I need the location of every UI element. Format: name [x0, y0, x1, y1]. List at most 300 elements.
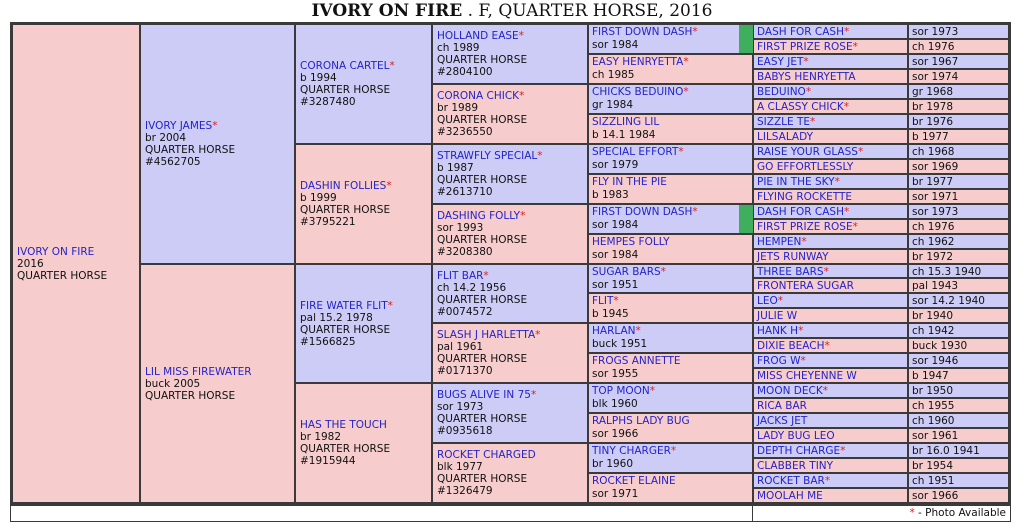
gen5-name[interactable]: SUGAR BARS	[592, 266, 661, 278]
gen6-horse	[753, 293, 908, 308]
gen6-info: br 16.0 1941	[908, 443, 1009, 458]
gen5-horse	[588, 383, 753, 413]
gen6-info: ch 15.3 1940	[908, 264, 1009, 278]
gen6-info: br 1972	[908, 249, 1009, 264]
gen6-info: pal 1943	[908, 278, 1009, 293]
gen6-name-link[interactable]	[757, 146, 904, 159]
gen6-info: br 1950	[908, 383, 1009, 398]
gen5-info: sor 1984	[592, 219, 639, 231]
gen6-info: b 1977	[908, 129, 1009, 144]
gen5-horse	[588, 174, 753, 204]
gen6-horse	[753, 488, 908, 503]
photo-legend	[909, 507, 1006, 520]
gen6-info: gr 1968	[908, 84, 1009, 99]
gen6-photo-star-icon: *	[823, 266, 829, 278]
gen6-name-link[interactable]	[757, 101, 904, 114]
pedigree-table	[10, 22, 1011, 505]
gen5-horse	[588, 234, 753, 264]
gen6-photo-star-icon: *	[843, 101, 849, 113]
gen3-horse	[295, 144, 432, 264]
gen6-name[interactable]: BEDUINO	[757, 86, 806, 98]
gen6-horse	[753, 308, 908, 323]
gen5-info: b 1945	[592, 308, 629, 320]
gen4-name[interactable]: BUGS ALIVE IN 75	[437, 389, 531, 401]
duplicate-marker	[739, 205, 753, 233]
gen6-name[interactable]: DIXIE BEACH	[757, 340, 825, 352]
gen5-name-link[interactable]	[592, 236, 749, 249]
gen2-name-link[interactable]	[145, 366, 290, 378]
gen4-name-link[interactable]	[437, 30, 583, 42]
gen6-name-link[interactable]	[757, 191, 904, 204]
gen4-line2: QUARTER HORSE	[437, 174, 528, 186]
gen6-name[interactable]: JACKS JET	[757, 415, 808, 427]
gen6-info: ch 1976	[908, 219, 1009, 234]
gen5-info: b 1983	[592, 189, 629, 201]
gen6-name[interactable]: PIE IN THE SKY	[757, 176, 835, 188]
gen3-horse	[295, 24, 432, 144]
gen5-name-link[interactable]	[592, 355, 749, 368]
gen5-name[interactable]: EASY HENRYETTA	[592, 56, 684, 68]
gen4-line3: #2613710	[437, 186, 493, 198]
gen5-horse	[588, 24, 753, 54]
gen5-photo-star-icon: *	[678, 146, 684, 158]
gen6-horse	[753, 99, 908, 114]
gen2-name-link[interactable]	[145, 120, 290, 132]
gen5-name[interactable]: CHICKS BEDUINO	[592, 86, 684, 98]
gen6-name[interactable]: A CLASSY CHICK	[757, 101, 844, 113]
gen3-line1: pal 15.2 1978	[300, 311, 373, 324]
gen5-name[interactable]: SPECIAL EFFORT	[592, 146, 679, 158]
gen6-name-link[interactable]	[757, 310, 904, 323]
gen6-name-link[interactable]	[757, 206, 904, 219]
gen6-horse	[753, 428, 908, 443]
gen6-name[interactable]: RICA BAR	[757, 400, 807, 412]
gen6-info: ch 1942	[908, 323, 1009, 338]
gen5-name[interactable]: HARLAN	[592, 325, 636, 337]
gen3-photo-star-icon: *	[387, 299, 393, 312]
gen6-info: br 1977	[908, 174, 1009, 189]
gen6-horse	[753, 368, 908, 383]
gen6-horse	[753, 159, 908, 174]
gen2-line1: buck 2005	[145, 377, 201, 390]
gen5-photo-star-icon: *	[660, 266, 666, 278]
gen6-name[interactable]: HEMPEN	[757, 236, 802, 248]
gen4-horse	[432, 144, 588, 204]
gen6-name[interactable]: DASH FOR CASH	[757, 206, 844, 218]
gen6-name[interactable]: JETS RUNWAY	[757, 251, 829, 263]
gen3-line2: QUARTER HORSE	[300, 84, 391, 96]
gen5-name-link[interactable]	[592, 86, 749, 99]
gen5-name-link[interactable]	[592, 325, 749, 338]
gen6-horse	[753, 129, 908, 144]
gen6-photo-star-icon: *	[852, 41, 858, 53]
gen3-line1: b 1994	[300, 72, 337, 84]
duplicate-marker	[739, 25, 753, 53]
gen3-name[interactable]: CORONA CARTEL	[300, 60, 390, 72]
gen6-name-link[interactable]	[757, 370, 904, 383]
page-title	[0, 0, 1024, 22]
photo-star-icon: *	[909, 507, 915, 519]
gen6-photo-star-icon: *	[834, 176, 840, 188]
gen3-photo-star-icon: *	[386, 180, 392, 192]
gen6-photo-star-icon: *	[777, 295, 783, 307]
gen6-horse	[753, 189, 908, 204]
gen6-name-link[interactable]	[757, 295, 904, 308]
gen6-horse	[753, 234, 908, 249]
gen6-horse	[753, 323, 908, 338]
gen4-name-link[interactable]	[437, 90, 583, 102]
gen3-name-link[interactable]	[300, 180, 427, 192]
gen3-line3: #3795221	[300, 216, 356, 228]
gen6-name[interactable]: FIRST PRIZE ROSE	[757, 41, 853, 53]
gen6-name-link[interactable]	[757, 116, 904, 129]
gen3-line3: #3287480	[300, 96, 356, 108]
gen3-line1: b 1999	[300, 192, 337, 204]
gen6-info: br 1976	[908, 114, 1009, 129]
gen4-name-link[interactable]	[437, 150, 583, 162]
gen6-name[interactable]: SIZZLE TE	[757, 116, 811, 128]
gen4-photo-star-icon: *	[483, 269, 489, 282]
gen5-name[interactable]: HEMPES FOLLY	[592, 236, 670, 248]
gen5-name[interactable]: FIRST DOWN DASH	[592, 26, 693, 38]
gen6-name[interactable]: EASY JET	[757, 56, 804, 68]
gen6-info: ch 1951	[908, 473, 1009, 488]
gen3-line3: #1915944	[300, 455, 356, 467]
gen4-horse	[432, 323, 588, 383]
gen6-name[interactable]: FIRST PRIZE ROSE	[757, 221, 853, 233]
gen6-horse	[753, 278, 908, 293]
gen5-name[interactable]: TOP MOON	[592, 385, 650, 397]
gen5-name[interactable]: TINY CHARGER	[592, 445, 671, 457]
gen6-photo-star-icon: *	[844, 206, 850, 218]
gen4-photo-star-icon: *	[535, 329, 541, 341]
gen5-info: sor 1984	[592, 39, 639, 51]
gen2-photo-star-icon: *	[212, 120, 218, 132]
gen4-line3: #3236550	[437, 126, 493, 138]
gen6-horse	[753, 39, 908, 54]
gen5-info: b 14.1 1984	[592, 129, 656, 141]
gen6-name-link[interactable]	[757, 161, 904, 174]
gen4-line3: #2804100	[437, 66, 493, 78]
gen6-name-link[interactable]	[757, 176, 904, 189]
gen4-name[interactable]: CORONA CHICK	[437, 90, 520, 102]
gen6-photo-star-icon: *	[810, 116, 816, 128]
gen6-info: sor 1969	[908, 159, 1009, 174]
gen3-name-link[interactable]	[300, 419, 427, 431]
gen6-info: sor 1967	[908, 54, 1009, 69]
gen6-name[interactable]: LADY BUG LEO	[757, 430, 835, 442]
gen4-line3: #3208380	[437, 246, 493, 258]
gen6-name[interactable]: MOOLAH ME	[757, 490, 823, 502]
gen3-name[interactable]: DASHIN FOLLIES	[300, 180, 387, 192]
gen6-horse	[753, 338, 908, 353]
gen5-name-link[interactable]	[592, 146, 749, 159]
gen5-horse	[588, 54, 753, 84]
gen4-line1: br 1989	[437, 102, 479, 114]
gen6-horse	[753, 24, 908, 39]
gen4-line1: ch 1989	[437, 42, 480, 54]
gen6-info: ch 1976	[908, 39, 1009, 54]
gen5-photo-star-icon: *	[683, 56, 689, 68]
gen5-horse	[588, 114, 753, 144]
gen6-horse	[753, 84, 908, 99]
gen4-line2: QUARTER HORSE	[437, 473, 528, 485]
gen6-horse	[753, 383, 908, 398]
gen6-info: sor 1973	[908, 204, 1009, 219]
gen5-photo-star-icon: *	[692, 206, 698, 218]
gen6-photo-star-icon: *	[824, 340, 830, 352]
gen5-info: sor 1951	[592, 279, 639, 291]
gen5-name-link[interactable]	[592, 56, 749, 69]
gen4-name[interactable]: FLIT BAR	[437, 269, 484, 282]
gen4-name-link[interactable]	[437, 210, 583, 222]
gen6-name-link[interactable]	[757, 86, 904, 99]
gen5-info: sor 1966	[592, 428, 639, 440]
gen5-horse	[588, 84, 753, 114]
gen4-name[interactable]: SLASH J HARLETTA	[437, 329, 536, 341]
gen5-horse	[588, 353, 753, 383]
gen6-name-link[interactable]	[757, 340, 904, 353]
gen5-info: sor 1971	[592, 488, 639, 500]
gen6-photo-star-icon: *	[798, 325, 804, 337]
gen5-info: sor 1984	[592, 249, 639, 261]
gen4-line3: #0171370	[437, 365, 493, 377]
gen6-horse	[753, 458, 908, 473]
gen3-name[interactable]: HAS THE TOUCH	[300, 419, 387, 431]
gen6-horse	[753, 264, 908, 278]
gen6-name[interactable]: BABYS HENRYETTA	[757, 71, 856, 83]
gen4-name-link[interactable]	[437, 389, 583, 401]
gen6-name-link[interactable]	[757, 41, 904, 54]
gen3-line2: QUARTER HORSE	[300, 204, 391, 216]
gen5-name-link[interactable]	[592, 116, 749, 129]
gen5-name-link[interactable]	[592, 176, 749, 189]
gen6-name-link[interactable]	[757, 236, 904, 249]
gen5-name-link[interactable]	[592, 475, 749, 488]
gen6-info: sor 1973	[908, 24, 1009, 39]
footer-separator	[752, 506, 753, 521]
gen4-line1: ch 14.2 1956	[437, 281, 507, 294]
gen3-line2: QUARTER HORSE	[300, 443, 391, 455]
gen6-info: ch 1960	[908, 413, 1009, 428]
gen4-line2: QUARTER HORSE	[437, 54, 528, 66]
gen3-name-link[interactable]	[300, 300, 427, 312]
gen5-name[interactable]: FLIT	[592, 295, 614, 307]
gen5-photo-star-icon: *	[692, 26, 698, 38]
gen6-name[interactable]: DASH FOR CASH	[757, 26, 844, 38]
gen4-line2: QUARTER HORSE	[437, 413, 528, 425]
gen6-photo-star-icon: *	[824, 475, 831, 487]
gen6-name[interactable]: RAISE YOUR GLASS	[757, 146, 858, 158]
gen6-name[interactable]: ROCKET BAR	[757, 475, 825, 487]
gen1-breed: QUARTER HORSE	[17, 269, 108, 282]
gen6-horse	[753, 473, 908, 488]
gen2-name[interactable]: IVORY JAMES	[145, 120, 213, 132]
gen6-name-link[interactable]	[757, 131, 904, 144]
gen1-name-link[interactable]: IVORY ON FIRE	[17, 245, 95, 258]
gen6-horse	[753, 443, 908, 458]
gen6-name-link[interactable]	[757, 415, 904, 428]
gen2-line3: #4562705	[145, 156, 201, 168]
gen6-name-link[interactable]	[757, 475, 904, 488]
gen6-name-link[interactable]	[757, 400, 904, 413]
gen4-photo-star-icon: *	[520, 210, 526, 222]
gen6-info: b 1947	[908, 368, 1009, 383]
gen5-name-link[interactable]	[592, 266, 749, 279]
photo-legend-text: - Photo Available	[914, 507, 1006, 519]
gen6-photo-star-icon: *	[800, 355, 806, 367]
gen4-line3: #0935618	[437, 425, 493, 437]
gen5-info: blk 1960	[592, 398, 638, 410]
gen6-info: sor 1971	[908, 189, 1009, 204]
gen6-name-link[interactable]	[757, 325, 904, 338]
gen4-horse	[432, 383, 588, 443]
gen4-name-link[interactable]	[437, 270, 583, 282]
gen6-name[interactable]: LILSALADY	[757, 131, 814, 143]
gen6-info: ch 1955	[908, 398, 1009, 413]
gen5-horse	[588, 144, 753, 174]
gen6-name[interactable]: JULIE W	[757, 310, 798, 322]
gen5-name[interactable]: FIRST DOWN DASH	[592, 206, 693, 218]
gen6-name[interactable]: LEO	[757, 295, 778, 307]
gen6-name[interactable]: GO EFFORTLESSLY	[757, 161, 854, 173]
gen6-name[interactable]: MISS CHEYENNE W	[757, 370, 857, 382]
gen6-photo-star-icon: *	[852, 221, 858, 233]
gen5-photo-star-icon: *	[635, 325, 641, 337]
gen5-horse	[588, 293, 753, 323]
title-horse-name: IVORY ON FIRE	[311, 1, 463, 21]
gen2-line2: QUARTER HORSE	[145, 389, 236, 402]
gen4-name[interactable]: HOLLAND EASE	[437, 30, 519, 42]
gen6-horse	[753, 114, 908, 129]
gen6-horse	[753, 353, 908, 368]
gen6-horse	[753, 174, 908, 189]
gen5-name-link[interactable]	[592, 206, 749, 219]
gen4-horse	[432, 24, 588, 84]
gen5-info: sor 1979	[592, 159, 639, 171]
gen6-name-link[interactable]	[757, 71, 904, 84]
gen4-name[interactable]: ROCKET CHARGED	[437, 449, 536, 461]
gen3-line3: #1566825	[300, 335, 356, 348]
gen6-name[interactable]: FROG W	[757, 355, 801, 367]
gen5-name-link[interactable]	[592, 415, 749, 428]
gen6-photo-star-icon: *	[803, 56, 809, 68]
gen4-line1: sor 1993	[437, 222, 484, 234]
gen4-photo-star-icon: *	[518, 30, 524, 42]
gen4-name[interactable]: STRAWFLY SPECIAL	[437, 150, 538, 162]
gen6-name-link[interactable]	[757, 221, 904, 234]
gen6-name-link[interactable]	[757, 251, 904, 264]
gen5-name[interactable]: FLY IN THE PIE	[592, 176, 667, 188]
gen4-line2: QUARTER HORSE	[437, 353, 528, 365]
gen6-info: br 1940	[908, 308, 1009, 323]
gen5-name-link[interactable]	[592, 295, 749, 308]
gen5-info: buck 1951	[592, 338, 648, 350]
gen6-horse	[753, 69, 908, 84]
gen6-name[interactable]: CLABBER TINY	[757, 460, 834, 472]
gen6-info: sor 1961	[908, 428, 1009, 443]
gen6-horse	[753, 144, 908, 159]
gen5-horse	[588, 323, 753, 353]
gen5-name[interactable]: RALPHS LADY BUG	[592, 415, 690, 427]
gen4-name[interactable]: DASHING FOLLY	[437, 210, 521, 222]
gen3-line2: QUARTER HORSE	[300, 323, 391, 336]
gen5-photo-star-icon: *	[613, 295, 619, 307]
gen5-name[interactable]: SIZZLING LIL	[592, 116, 660, 128]
gen3-name-link[interactable]	[300, 60, 427, 72]
gen4-name-link[interactable]	[437, 329, 583, 341]
gen6-name-link[interactable]	[757, 56, 904, 69]
gen4-photo-star-icon: *	[537, 150, 543, 162]
gen6-info: ch 1962	[908, 234, 1009, 249]
gen6-photo-star-icon: *	[844, 26, 850, 38]
gen4-name-link[interactable]	[437, 449, 583, 461]
gen5-name[interactable]: FROGS ANNETTE	[592, 355, 681, 367]
gen6-info: sor 1966	[908, 488, 1009, 503]
gen6-name-link[interactable]	[757, 460, 904, 473]
gen6-photo-star-icon: *	[801, 236, 807, 248]
gen6-name[interactable]: FRONTERA SUGAR	[757, 280, 854, 292]
gen6-name-link[interactable]	[757, 280, 904, 293]
gen6-info: br 1954	[908, 458, 1009, 473]
gen2-name[interactable]: LIL MISS FIREWATER	[145, 365, 252, 378]
gen6-info: sor 14.2 1940	[908, 293, 1009, 308]
gen1-horse	[12, 24, 140, 503]
gen6-name-link[interactable]	[757, 355, 904, 368]
gen3-line1: br 1982	[300, 431, 342, 443]
gen5-name-link[interactable]	[592, 26, 749, 39]
gen5-name-link[interactable]	[592, 445, 749, 458]
gen6-info: sor 1946	[908, 353, 1009, 368]
gen5-name[interactable]: ROCKET ELAINE	[592, 475, 676, 487]
gen5-name-link[interactable]	[592, 385, 749, 398]
gen4-line1: b 1987	[437, 162, 474, 174]
gen6-horse	[753, 204, 908, 219]
gen6-horse	[753, 249, 908, 264]
gen5-horse	[588, 413, 753, 443]
gen6-info: buck 1930	[908, 338, 1009, 353]
gen4-horse	[432, 443, 588, 503]
gen5-photo-star-icon: *	[670, 445, 677, 457]
gen6-name-link[interactable]	[757, 490, 904, 503]
gen6-name[interactable]: FLYING ROCKETTE	[757, 191, 853, 203]
gen4-line2: QUARTER HORSE	[437, 234, 528, 246]
gen6-name[interactable]: DEPTH CHARGE	[757, 445, 841, 457]
gen4-line3: #1326479	[437, 485, 493, 497]
gen6-name-link[interactable]	[757, 430, 904, 443]
gen3-name[interactable]: FIRE WATER FLIT	[300, 299, 388, 312]
gen5-info: br 1960	[592, 458, 634, 470]
gen6-horse	[753, 54, 908, 69]
gen6-name[interactable]: THREE BARS	[757, 266, 824, 278]
gen6-name-link[interactable]	[757, 445, 904, 458]
gen4-line1: pal 1961	[437, 341, 484, 353]
gen6-name[interactable]: MOON DECK	[757, 385, 823, 397]
footer-bar	[10, 505, 1011, 522]
gen6-name-link[interactable]	[757, 385, 904, 398]
gen6-info: br 1978	[908, 99, 1009, 114]
gen6-name[interactable]: HANK H	[757, 325, 799, 337]
gen5-info: gr 1984	[592, 99, 634, 111]
gen3-horse	[295, 383, 432, 503]
gen6-horse	[753, 398, 908, 413]
gen5-info: sor 1955	[592, 368, 639, 380]
gen6-name-link[interactable]	[757, 26, 904, 39]
gen5-photo-star-icon: *	[683, 86, 689, 98]
gen6-name-link[interactable]	[757, 266, 904, 278]
gen6-info: sor 1974	[908, 69, 1009, 84]
title-details: . F, QUARTER HORSE, 2016	[462, 1, 713, 21]
